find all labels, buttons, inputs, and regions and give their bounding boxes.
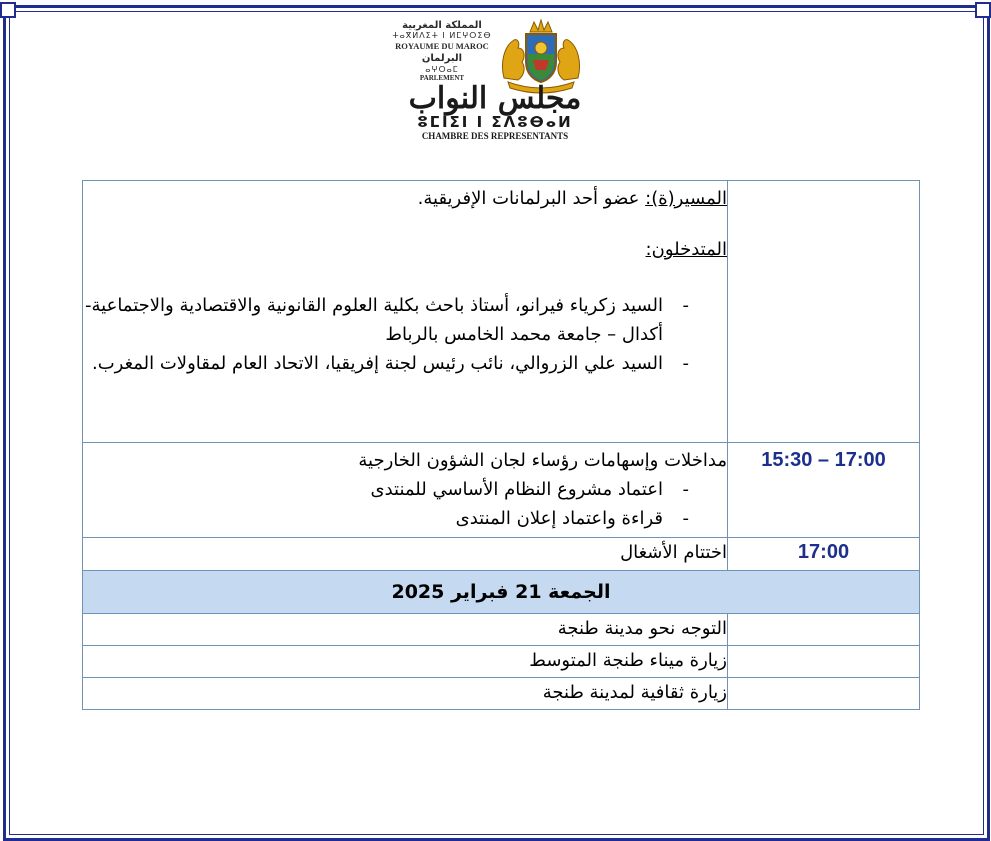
interventions-list <box>83 475 727 533</box>
kingdom-parliament-label <box>392 20 492 83</box>
session-time-cell <box>728 181 920 443</box>
kingdom-arabic: المملكة المغربية <box>402 20 482 31</box>
parliament-tifinagh: ⴰⵖⵔⴰⵎ <box>425 65 459 74</box>
chamber-arabic-title: مجلس النواب <box>408 81 582 116</box>
table-row-closing <box>83 538 920 571</box>
speaker-name: السيد زكرياء فيرانو، أستاذ باحث بكلية العلوم القانونية والاقتصادية والاجتماعية-أكدال – جامعة محمد الخامس بالرباط <box>85 295 663 345</box>
kingdom-tifinagh: ⵜⴰⴳⵍⴷⵉⵜ ⵏ ⵍⵎⵖⵔⵉⴱ <box>392 31 492 40</box>
list-item: - السيد زكرياء فيرانو، أستاذ باحث بكلية العلوم القانونية والاقتصادية والاجتماعية-أكدال – جامعة محمد الخامس بالرباط <box>85 295 689 345</box>
frame-corner-ornament <box>975 2 991 18</box>
activity-cell: التوجه نحو مدينة طنجة <box>83 614 728 646</box>
table-row <box>83 678 920 710</box>
day-title: الجمعة 21 فبراير 2025 <box>391 581 611 603</box>
list-item: - اعتماد مشروع النظام الأساسي للمنتدى <box>370 479 689 500</box>
activity-time-cell <box>728 678 920 710</box>
speakers-list <box>83 291 727 378</box>
day-header-cell <box>83 571 920 614</box>
chamber-tifinagh-title: ⵓⵎⵏⵉⵏ ⵏ ⵉⴷⵓⴱⴰⵍ <box>417 113 573 131</box>
speakers-heading <box>83 235 727 264</box>
table-row-interventions <box>83 443 920 538</box>
session-details-cell <box>83 181 728 443</box>
list-item: - السيد علي الزروالي، نائب رئيس لجنة إفريقيا، الاتحاد العام لمقاولات المغرب. <box>91 353 689 374</box>
interventions-time-cell <box>728 443 920 538</box>
closing-title: اختتام الأشغال <box>620 542 727 563</box>
moderator-text: عضو أحد البرلمانات الإفريقية. <box>417 188 646 209</box>
table-row <box>83 614 920 646</box>
activity-time-cell <box>728 646 920 678</box>
parliament-french: PARLEMENT <box>419 74 465 82</box>
moderator-label: المسير(ة): <box>645 188 727 209</box>
table-row <box>83 646 920 678</box>
time-value: 17:00 <box>797 541 850 563</box>
closing-cell <box>83 538 728 571</box>
interventions-cell <box>83 443 728 538</box>
activity-time-cell <box>728 614 920 646</box>
frame-corner-ornament <box>0 2 16 18</box>
parliament-arabic: البرلمان <box>421 53 463 64</box>
speaker-name: السيد علي الزروالي، نائب رئيس لجنة إفريقيا، الاتحاد العام لمقاولات المغرب. <box>91 353 663 374</box>
time-range: 15:30 – 17:00 <box>761 449 886 471</box>
chamber-french-title: CHAMBRE DES REPRESENTANTS <box>421 131 569 141</box>
activity-cell: زيارة ميناء طنجة المتوسط <box>83 646 728 678</box>
interventions-title: مداخلات وإسهامات رؤساء لجان الشؤون الخارجية <box>358 450 727 471</box>
activity-cell: زيارة ثقافية لمدينة طنجة <box>83 678 728 710</box>
kingdom-french: ROYAUME DU MAROC <box>395 41 489 51</box>
moderator-line <box>83 184 727 213</box>
table-row-session <box>83 181 920 443</box>
day-header-row <box>83 571 920 614</box>
speakers-label: المتدخلون: <box>645 239 727 260</box>
program-schedule-table <box>82 180 920 710</box>
closing-time-cell <box>728 538 920 571</box>
list-item: - قراءة واعتماد إعلان المنتدى <box>455 508 689 529</box>
